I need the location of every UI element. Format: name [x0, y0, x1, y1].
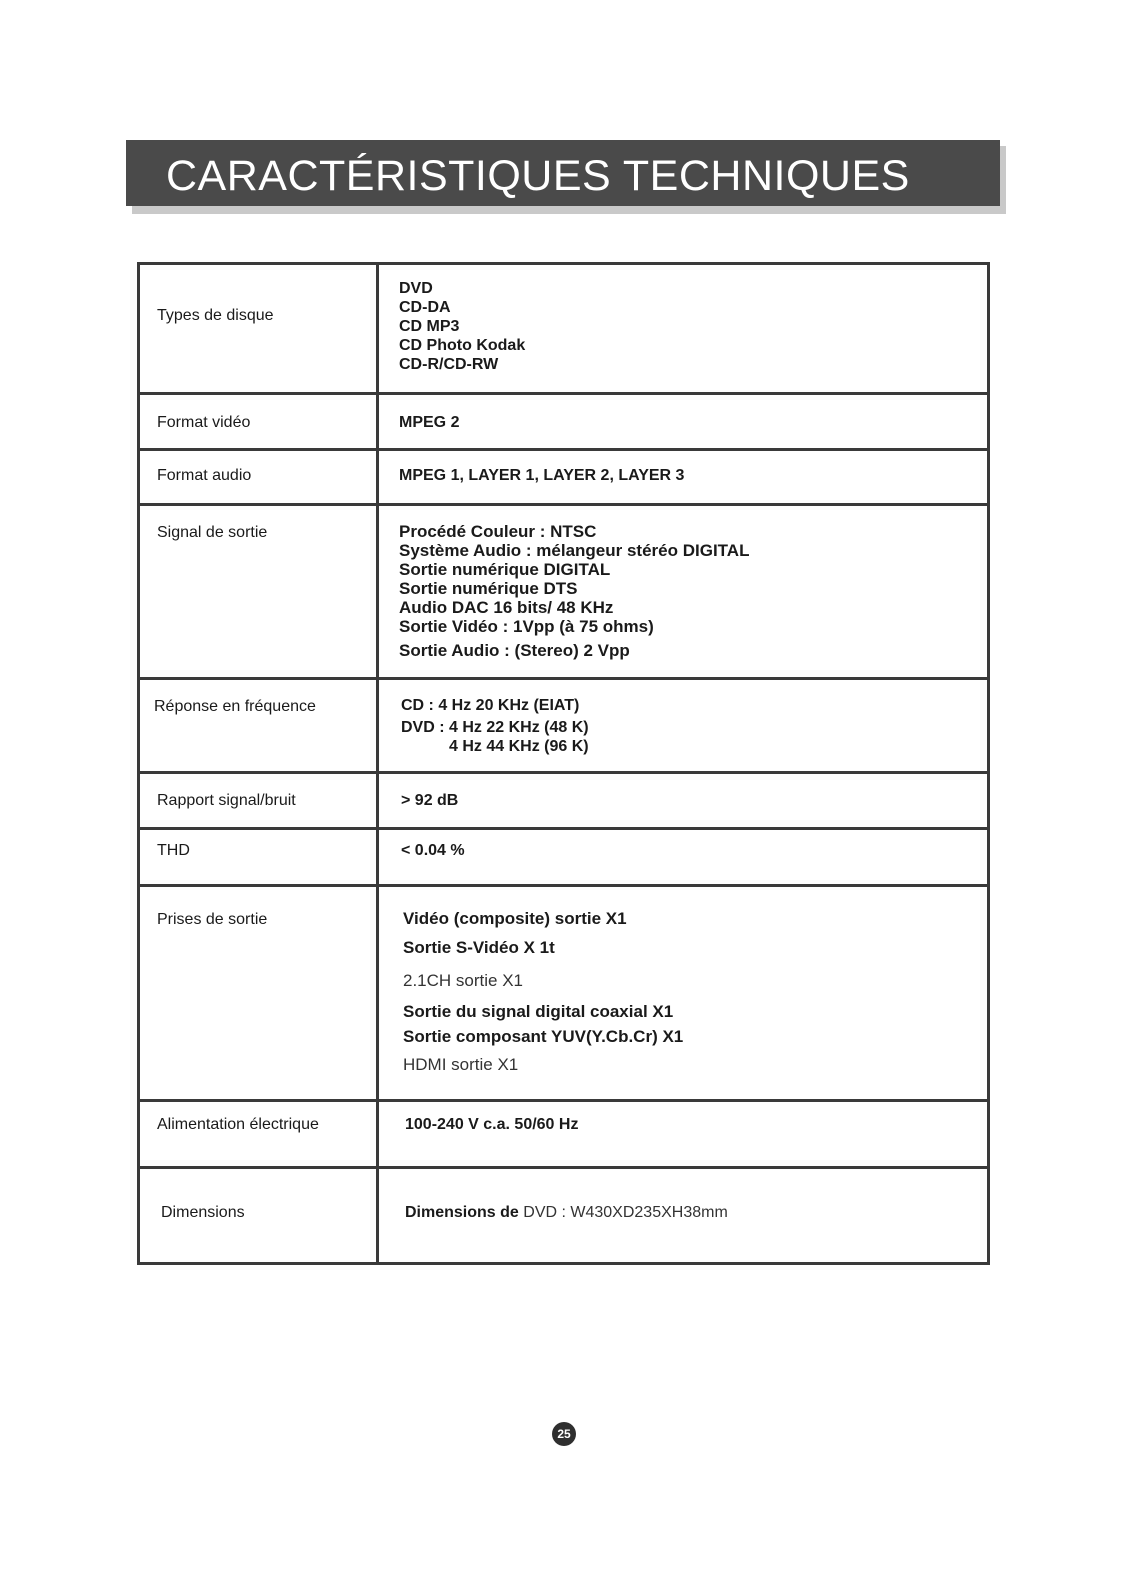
disc-types-list — [399, 265, 987, 374]
dimensions-value — [399, 1169, 987, 1222]
list-item: CD Photo Kodak — [399, 337, 526, 354]
list-item: CD : 4 Hz 20 KHz (EIAT) — [401, 697, 580, 714]
row-label — [139, 773, 378, 829]
thd-label: THD — [157, 842, 190, 859]
dimensions-suffix: DVD : W430XD235XH38mm — [523, 1204, 728, 1221]
table-row — [139, 886, 989, 1101]
table-row — [139, 450, 989, 505]
row-label — [139, 886, 378, 1101]
row-value — [378, 679, 989, 773]
row-value — [378, 886, 989, 1101]
row-label — [139, 394, 378, 450]
audio-format-label: Format audio — [157, 467, 252, 484]
snr-label: Rapport signal/bruit — [157, 792, 296, 809]
table-row — [139, 1168, 989, 1264]
list-item: CD-R/CD-RW — [399, 356, 499, 373]
row-value — [378, 264, 989, 394]
frequency-response-list — [399, 680, 987, 756]
row-value — [378, 394, 989, 450]
table-row — [139, 394, 989, 450]
output-signal-list — [399, 506, 987, 660]
list-item: Sortie numérique DIGITAL — [399, 560, 611, 579]
row-value — [378, 450, 989, 505]
list-item: 4 Hz 44 KHz (96 K) — [449, 738, 589, 755]
output-signal-label: Signal de sortie — [157, 524, 268, 541]
row-value — [378, 1101, 989, 1168]
video-format-value: MPEG 2 — [399, 414, 460, 431]
output-jacks-list — [399, 887, 987, 1074]
row-label — [139, 1168, 378, 1264]
thd-value: < 0.04 % — [401, 842, 465, 859]
row-label — [139, 679, 378, 773]
row-label — [139, 1101, 378, 1168]
frequency-response-label: Réponse en fréquence — [154, 698, 316, 715]
power-value: 100-240 V c.a. 50/60 Hz — [405, 1116, 579, 1133]
list-item: DVD : 4 Hz 22 KHz (48 K) — [401, 719, 589, 736]
power-label: Alimentation électrique — [157, 1116, 319, 1133]
page-number-badge: 25 — [552, 1422, 576, 1446]
page-title: CARACTÉRISTIQUES TECHNIQUES — [166, 152, 910, 200]
output-jacks-label: Prises de sortie — [157, 911, 268, 928]
list-item: Sortie Vidéo : 1Vpp (à 75 ohms) — [399, 617, 654, 636]
list-item: Système Audio : mélangeur stéréo DIGITAL — [399, 541, 750, 560]
disc-types-label: Types de disque — [157, 307, 274, 324]
row-value — [378, 829, 989, 886]
audio-format-value: MPEG 1, LAYER 1, LAYER 2, LAYER 3 — [399, 467, 685, 484]
table-row — [139, 505, 989, 679]
table-row — [139, 264, 989, 394]
table-row — [139, 773, 989, 829]
list-item: Procédé Couleur : NTSC — [399, 522, 597, 541]
list-item: Sortie numérique DTS — [399, 579, 578, 598]
row-label — [139, 264, 378, 394]
video-format-label: Format vidéo — [157, 414, 251, 431]
row-value — [378, 773, 989, 829]
list-item: HDMI sortie X1 — [403, 1055, 519, 1074]
specs-table — [137, 262, 990, 1265]
snr-value: > 92 dB — [401, 792, 459, 809]
list-item: Sortie Audio : (Stereo) 2 Vpp — [399, 641, 630, 660]
list-item: Sortie composant YUV(Y.Cb.Cr) X1 — [403, 1027, 684, 1046]
list-item: 2.1CH sortie X1 — [403, 971, 523, 990]
dimensions-prefix: Dimensions de — [405, 1204, 519, 1221]
list-item: CD-DA — [399, 299, 451, 316]
row-label — [139, 829, 378, 886]
row-label — [139, 450, 378, 505]
list-item: Vidéo (composite) sortie X1 — [403, 909, 627, 928]
list-item: Sortie S-Vidéo X 1t — [403, 938, 555, 957]
list-item: Sortie du signal digital coaxial X1 — [403, 1002, 674, 1021]
table-row — [139, 1101, 989, 1168]
table-row — [139, 679, 989, 773]
title-banner — [126, 140, 1000, 206]
list-item: CD MP3 — [399, 318, 460, 335]
row-value — [378, 1168, 989, 1264]
dimensions-label: Dimensions — [161, 1204, 245, 1221]
table-row — [139, 829, 989, 886]
row-value — [378, 505, 989, 679]
row-label — [139, 505, 378, 679]
list-item: Audio DAC 16 bits/ 48 KHz — [399, 598, 614, 617]
list-item: DVD — [399, 280, 433, 297]
